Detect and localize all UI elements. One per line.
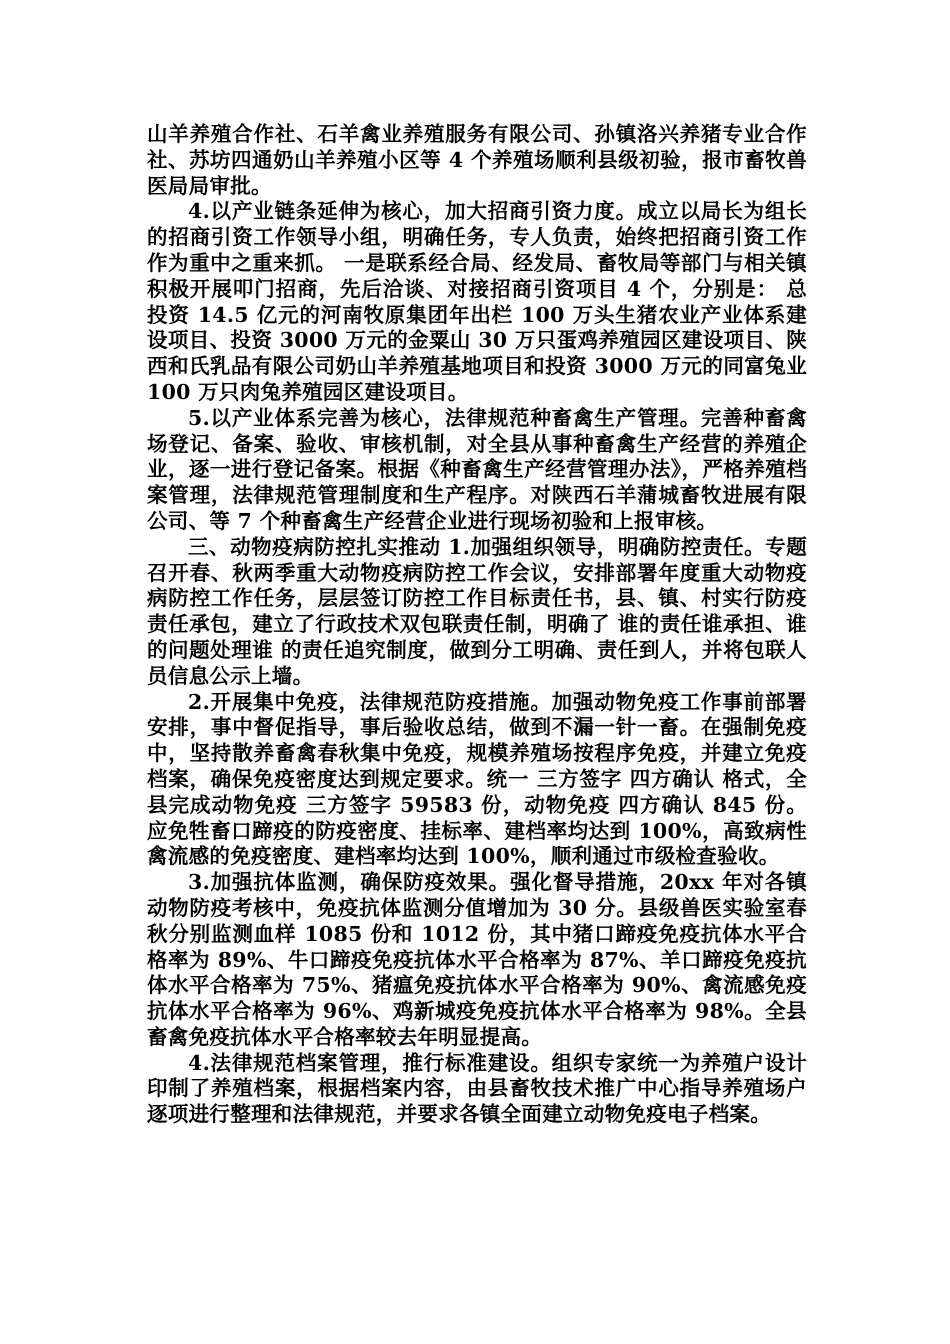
document-body xyxy=(147,122,807,1128)
paragraph-6: 3.加强抗体监测，确保防疫效果。强化督导措施，20xx 年对各镇动物防疫考核中，免疫抗体监测分值增加为 30 分。县级兽医实验室春秋分别监测血样 1085 份和 1012 份，其中猪口蹄疫免疫抗体水平合格率为 89%、牛口蹄疫免疫抗体水平合格率为 87%、羊口蹄疫免疫抗体水平合格率为 75%、猪瘟免疫抗体水平合格率为 90%、禽流感免疫抗体水平合格率为 96%、鸡新城疫免疫抗体水平合格率为 98%。全县畜禽免疫抗体水平合格率较去年明显提高。 xyxy=(147,870,807,1049)
paragraph-3: 5.以产业体系完善为核心，法律规范种畜禽生产管理。完善种畜禽场登记、备案、验收、审核机制，对全县从事种畜禽生产经营的养殖企业，逐一进行登记备案。根据《种畜禽生产经营管理办法》，严格养殖档案管理，法律规范管理制度和生产程序。对陕西石羊蒲城畜牧进展有限公司、等 7 个种畜禽生产经营企业进行现场初验和上报审核。 xyxy=(147,405,807,533)
paragraph-5: 2.开展集中免疫，法律规范防疫措施。加强动物免疫工作事前部署安排，事中督促指导，事后验收总结，做到不漏一针一畜。在强制免疫中，坚持散养畜禽春秋集中免疫，规模养殖场按程序免疫，并建立免疫档案，确保免疫密度达到规定要求。统一 三方签字 四方确认 格式，全县完成动物免疫 三方签字 59583 份，动物免疫 四方确认 845 份。应免牲畜口蹄疫的防疫密度、挂标率、建档率均达到 100%，高致病性禽流感的免疫密度、建档率均达到 100%，顺利通过市级检查验收。 xyxy=(147,689,807,869)
paragraph-4: 三、动物疫病防控扎实推动 1.加强组织领导，明确防控责任。专题召开春、秋两季重大动物疫病防控工作会议，安排部署年度重大动物疫病防控工作任务，层层签订防控工作目标责任书，县、镇、村实行防疫责任承包，建立了行政技术双包联责任制，明确了 谁的责任谁承担、谁的问题处理谁 的责任追究制度，做到分工明确、责任到人，并将包联人员信息公示上墙。 xyxy=(147,534,807,688)
paragraph-7: 4.法律规范档案管理，推行标准建设。组织专家统一为养殖户设计印制了养殖档案，根据档案内容，由县畜牧技术推广中心指导养殖场户逐项进行整理和法律规范，并要求各镇全面建立动物免疫电子档案。 xyxy=(147,1050,807,1127)
paragraph-1: 山羊养殖合作社、石羊禽业养殖服务有限公司、孙镇洛兴养猪专业合作社、苏坊四通奶山羊养殖小区等 4 个养殖场顺利县级初验，报市畜牧兽医局局审批。 xyxy=(147,122,807,198)
paragraph-2: 4.以产业链条延伸为核心，加大招商引资力度。成立以局长为组长的招商引资工作领导小组，明确任务，专人负责，始终把招商引资工作作为重中之重来抓。 一是联系经合局、经发局、畜牧局等部门与相关镇积极开展叩门招商，先后洽谈、对接招商引资项目 4 个，分别是： 总投资 14.5 亿元的河南牧原集团年出栏 100 万头生猪农业产业体系建设项目、投资 3000 万元的金粟山 30 万只蛋鸡养殖园区建设项目、陕西和氏乳品有限公司奶山羊养殖基地项目和投资 3000 万元的同富兔业 100 万只肉兔养殖园区建设项目。 xyxy=(147,199,807,404)
